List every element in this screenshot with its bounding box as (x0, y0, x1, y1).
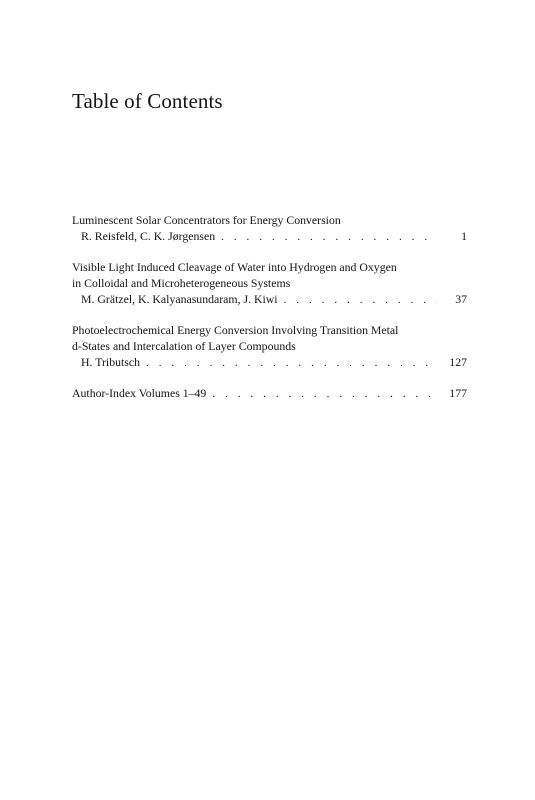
toc-entry-author-line (72, 291, 467, 308)
toc-entry-authors: R. Reisfeld, C. K. Jørgensen (81, 229, 216, 243)
toc-entry-page-number: 1 (461, 229, 467, 243)
toc-entry-title: in Colloidal and Microheterogeneous Systems (72, 276, 291, 290)
toc-entry[interactable] (72, 259, 467, 308)
dot-leader (284, 292, 437, 308)
toc-entry-title: Author-Index Volumes 1–49 (72, 386, 207, 400)
toc-entry-title: d-States and Intercalation of Layer Compounds (72, 339, 296, 353)
toc-entry[interactable] (72, 322, 467, 371)
toc-entry-authors: H. Tributsch (81, 355, 141, 369)
toc-entry-author-index[interactable] (72, 385, 467, 402)
dot-leader (146, 355, 437, 371)
dot-leader (221, 229, 437, 245)
toc-entry-author-line (72, 228, 467, 245)
toc-entry-page-number: 127 (449, 355, 467, 369)
toc-entry-title: Photoelectrochemical Energy Conversion Involving Transition Metal (72, 323, 399, 337)
toc-entry-page-number: 37 (455, 292, 467, 306)
table-of-contents (72, 212, 467, 416)
toc-entry-authors: M. Grätzel, K. Kalyanasundaram, J. Kiwi (81, 292, 278, 306)
toc-entry-page-number: 177 (449, 386, 467, 400)
toc-entry-author-line (72, 354, 467, 371)
toc-entry-title: Luminescent Solar Concentrators for Energy Conversion (72, 213, 341, 227)
toc-entry-title: Visible Light Induced Cleavage of Water into Hydrogen and Oxygen (72, 260, 397, 274)
toc-entry[interactable] (72, 212, 467, 245)
dot-leader (212, 386, 437, 402)
toc-entry-author-line (72, 385, 467, 402)
page-title: Table of Contents (72, 89, 223, 113)
